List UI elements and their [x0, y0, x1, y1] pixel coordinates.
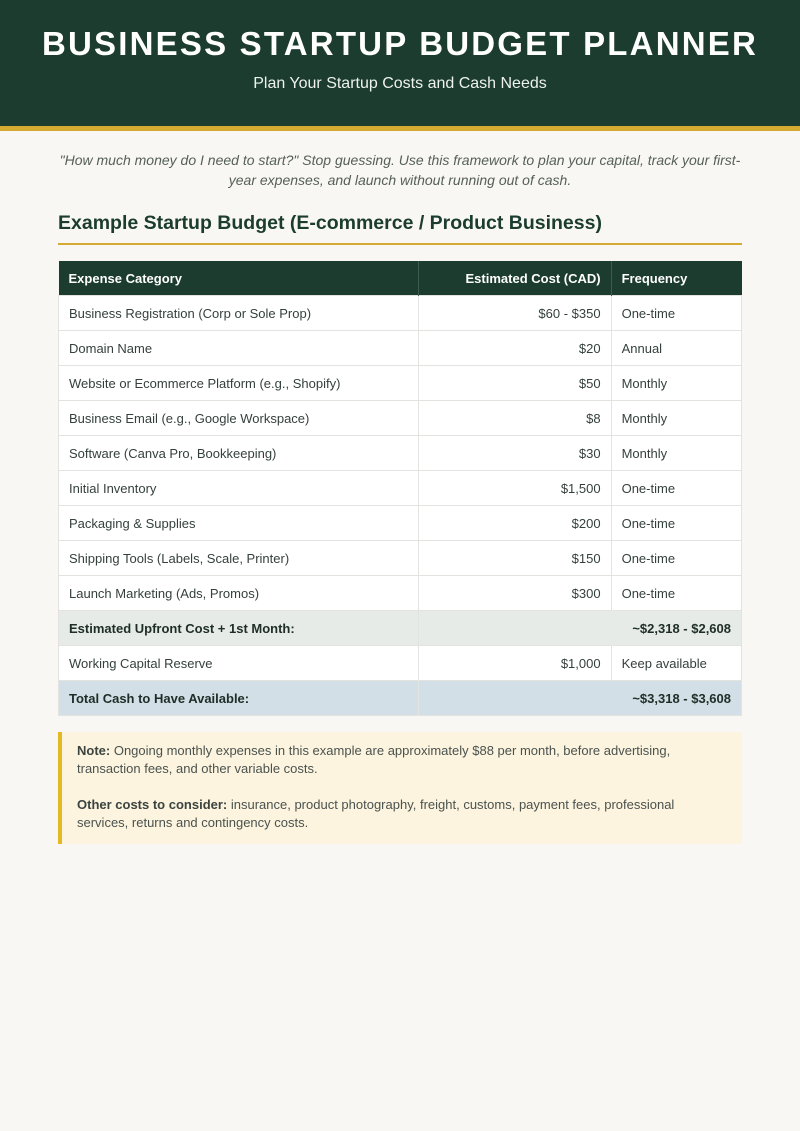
- cell-frequency: One-time: [611, 471, 741, 506]
- cell-category: Domain Name: [59, 331, 419, 366]
- cell-category: Launch Marketing (Ads, Promos): [59, 576, 419, 611]
- subtotal-value: ~$2,318 - $2,608: [418, 611, 741, 646]
- total-value: ~$3,318 - $3,608: [418, 681, 741, 716]
- subtotal-row: [59, 611, 742, 646]
- header-expense-category: Expense Category: [59, 261, 419, 296]
- cell-category: Working Capital Reserve: [59, 646, 419, 681]
- cell-cost: $30: [418, 436, 611, 471]
- cell-frequency: Annual: [611, 331, 741, 366]
- total-label: Total Cash to Have Available:: [59, 681, 419, 716]
- page-header: [0, 0, 800, 131]
- cell-frequency: Monthly: [611, 401, 741, 436]
- page-subtitle: Plan Your Startup Costs and Cash Needs: [253, 75, 547, 92]
- table-row: [59, 331, 742, 366]
- cell-cost: $1,500: [418, 471, 611, 506]
- note-text: Ongoing monthly expenses in this example are approximately $88 per month, before advertising, transaction fees, and other variable costs.: [77, 743, 671, 776]
- note-paragraph: [77, 742, 728, 778]
- other-costs-text: insurance, product photography, freight, customs, payment fees, professional services, returns and contingency costs.: [77, 797, 675, 830]
- cell-frequency: One-time: [611, 541, 741, 576]
- subtotal-label: Estimated Upfront Cost + 1st Month:: [59, 611, 419, 646]
- other-costs-label: Other costs to consider:: [77, 797, 228, 812]
- table-row: [59, 506, 742, 541]
- cell-category: Business Registration (Corp or Sole Prop): [59, 296, 419, 331]
- other-costs-paragraph: [77, 796, 728, 832]
- cell-frequency: One-time: [611, 296, 741, 331]
- total-row: [59, 681, 742, 716]
- table-row: [59, 541, 742, 576]
- cell-cost: $50: [418, 366, 611, 401]
- cell-category: Software (Canva Pro, Bookkeeping): [59, 436, 419, 471]
- intro-quote: "How much money do I need to start?" Stop guessing. Use this framework to plan your capital, track your first-year expenses, and launch without running out of cash.: [59, 152, 741, 188]
- cell-cost: $20: [418, 331, 611, 366]
- cell-cost: $300: [418, 576, 611, 611]
- header-estimated-cost: Estimated Cost (CAD): [418, 261, 611, 296]
- cell-category: Shipping Tools (Labels, Scale, Printer): [59, 541, 419, 576]
- cell-cost: $8: [418, 401, 611, 436]
- note-box: [58, 732, 742, 844]
- cell-frequency: One-time: [611, 506, 741, 541]
- section-title: Example Startup Budget (E-commerce / Product Business): [58, 212, 742, 245]
- table-row: [59, 366, 742, 401]
- cell-frequency: One-time: [611, 576, 741, 611]
- cell-frequency: Monthly: [611, 366, 741, 401]
- cell-category: Website or Ecommerce Platform (e.g., Shopify): [59, 366, 419, 401]
- reserve-row: [59, 646, 742, 681]
- note-label: Note:: [77, 743, 111, 758]
- cell-frequency: Monthly: [611, 436, 741, 471]
- table-row: [59, 296, 742, 331]
- table-row: [59, 436, 742, 471]
- budget-table: [58, 261, 742, 716]
- cell-frequency: Keep available: [611, 646, 741, 681]
- table-row: [59, 471, 742, 506]
- table-header-row: [59, 261, 742, 296]
- header-frequency: Frequency: [611, 261, 741, 296]
- cell-cost: $60 - $350: [418, 296, 611, 331]
- cell-cost: $200: [418, 506, 611, 541]
- page-title: BUSINESS STARTUP BUDGET PLANNER: [41, 25, 759, 62]
- table-row: [59, 401, 742, 436]
- cell-category: Business Email (e.g., Google Workspace): [59, 401, 419, 436]
- table-row: [59, 576, 742, 611]
- cell-cost: $150: [418, 541, 611, 576]
- cell-category: Initial Inventory: [59, 471, 419, 506]
- cell-cost: $1,000: [418, 646, 611, 681]
- cell-category: Packaging & Supplies: [59, 506, 419, 541]
